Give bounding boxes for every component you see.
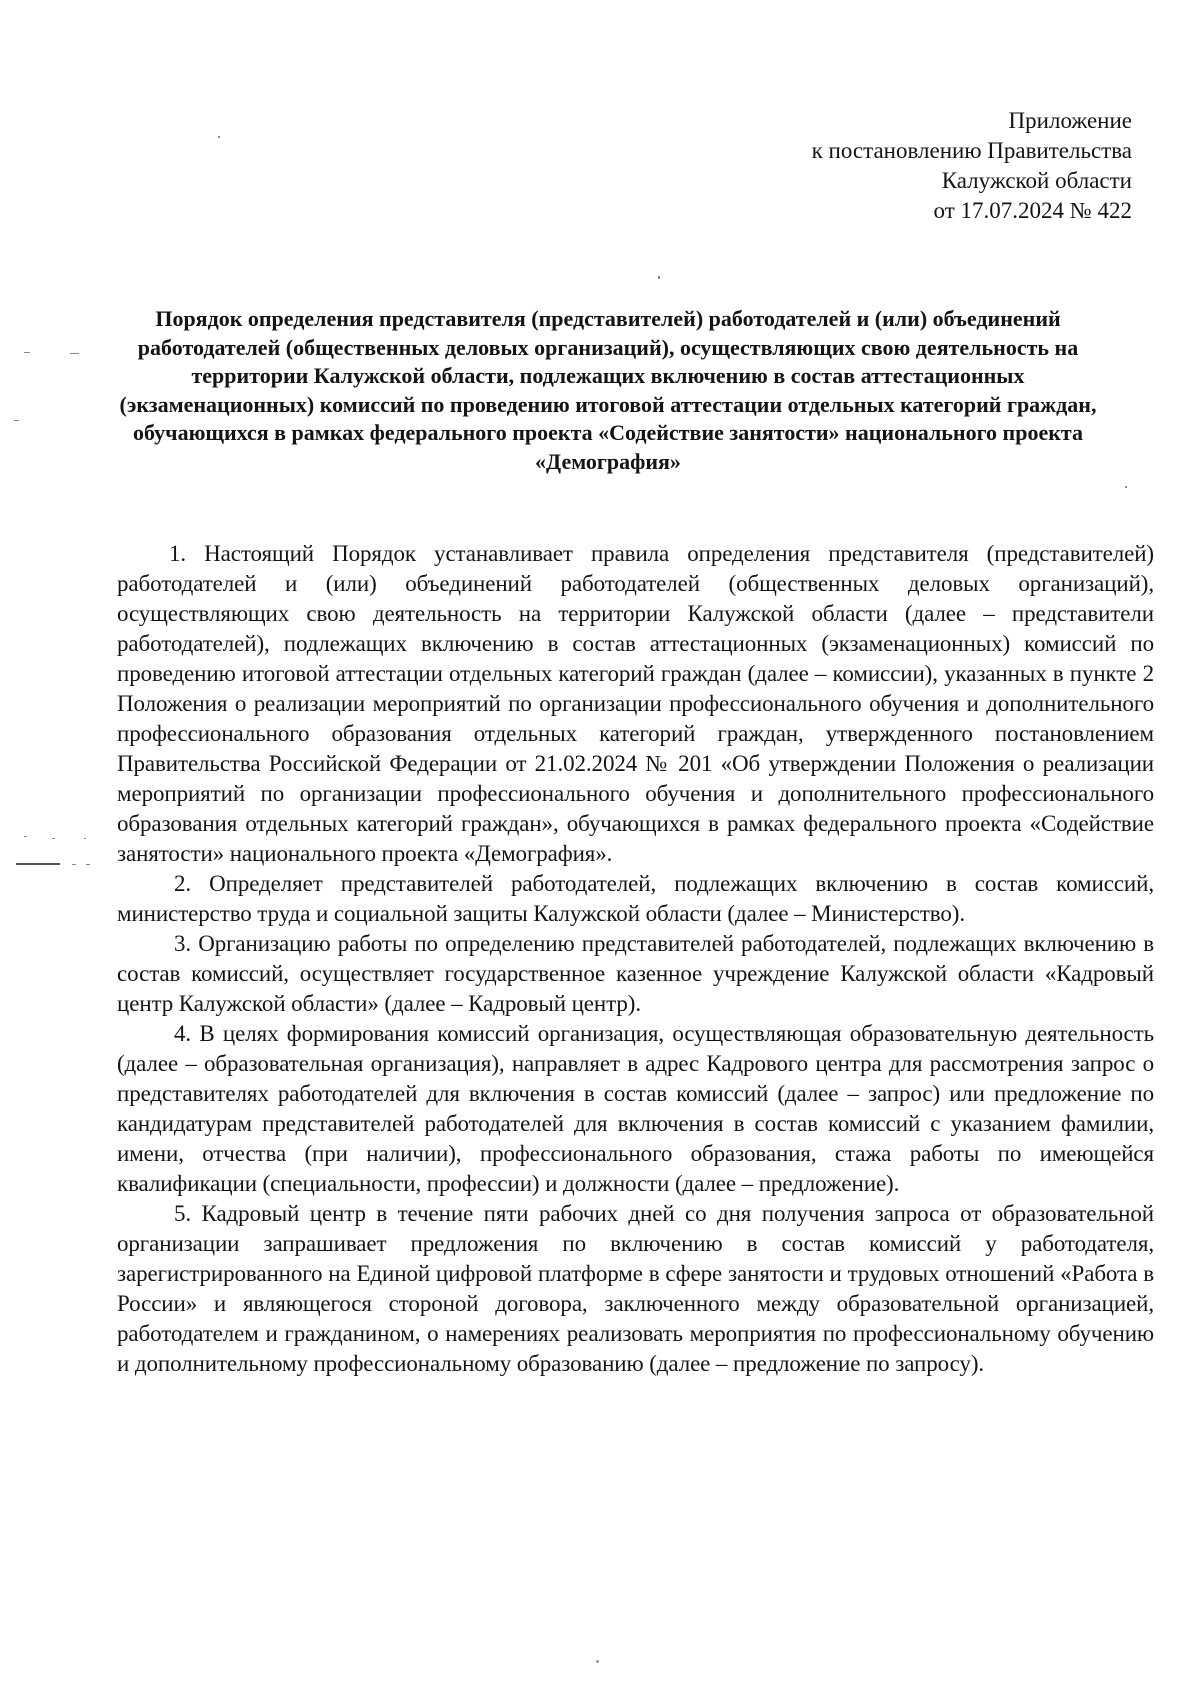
scan-speck — [72, 864, 76, 865]
document-body — [117, 539, 1154, 1379]
appendix-line-3: Калужской области — [941, 168, 1132, 193]
paragraph-2: 2. Определяет представителей работодателей, подлежащих включению в состав комиссий, министерство труда и социальной защиты Калужской области (далее – Министерство). — [117, 871, 1154, 926]
appendix-line-2: к постановлению Правительства — [811, 138, 1132, 163]
scan-speck — [24, 352, 30, 353]
scan-speck — [24, 836, 27, 837]
paragraph-5: 5. Кадровый центр в течение пяти рабочих дней со дня получения запроса от образовательной организации запрашивает предложения по включению в состав комиссий у работодателя, зарегистрированного на Единой цифровой платформе в сфере занятости и трудовых отношений «Работа в России» и являющегося стороной договора, заключенного между образовательной организацией, работодателем и гражданином, о намерениях реализовать мероприятия по профессиональному обучению и дополнительному профессиональному образованию (далее – предложение по запросу). — [117, 1201, 1154, 1376]
appendix-date-number: от 17.07.2024 № 422 — [933, 198, 1132, 223]
scan-speck — [70, 353, 79, 354]
scan-speck — [16, 863, 60, 865]
scan-speck — [218, 136, 220, 138]
scan-speck — [86, 864, 90, 865]
scan-speck — [596, 1660, 599, 1663]
scan-speck — [52, 838, 55, 839]
scan-speck — [84, 838, 86, 839]
paragraph-3: 3. Организацию работы по определению представителей работодателей, подлежащих включению в состав комиссий, осуществляет государственное казенное учреждение Калужской области «Кадровый центр Калужской области» (далее – Кадровый центр). — [117, 931, 1154, 1016]
appendix-header — [532, 106, 1132, 226]
paragraph-4: 4. В целях формирования комиссий организация, осуществляющая образовательную деятельность (далее – образовательная организация), направляет в адрес Кадрового центра для рассмотрения запрос о представителях работодателей для включения в состав комиссий (далее – запрос) или предложение по кандидатурам представителей работодателей для включения в состав комиссий с указанием фамилии, имени, отчества (при наличии), профессионального образования, стажа работы по имеющейся квалификации (специальности, профессии) и должности (далее – предложение). — [117, 1021, 1154, 1196]
scan-speck — [1125, 486, 1127, 488]
paragraph-1: 1. Настоящий Порядок устанавливает правила определения представителя (представителей) работодателей и (или) объединений работодателей (общественных деловых организаций), осуществляющих свою деятельность на территории Калужской области (далее – представители работодателей), подлежащих включению в состав аттестационных (экзаменационных) комиссий по проведению итоговой аттестации отдельных категорий граждан (далее – комиссии), указанных в пункте 2 Положения о реализации мероприятий по организации профессионального обучения и дополнительного профессионального образования отдельных категорий граждан, утвержденного постановлением Правительства Российской Федерации от 21.02.2024 № 201 «Об утверждении Положения о реализации мероприятий по организации профессионального обучения и дополнительного профессионального образования отдельных категорий граждан», обучающихся в рамках федерального проекта «Содействие занятости» национального проекта «Демография». — [117, 541, 1154, 866]
scan-speck — [14, 420, 19, 421]
scan-speck — [658, 276, 660, 279]
document-title: Порядок определения представителя (представителей) работодателей и (или) объединений работодателей (общественных деловых организаций), осуществляющих свою деятельность на территории Калужской области, подлежащих включению в состав аттестационных (экзаменационных) комиссий по проведению итоговой аттестации отдельных категорий граждан, обучающихся в рамках федерального проекта «Содействие занятости» национального проекта «Демография» — [119, 306, 1097, 474]
appendix-line-1: Приложение — [1008, 108, 1132, 133]
